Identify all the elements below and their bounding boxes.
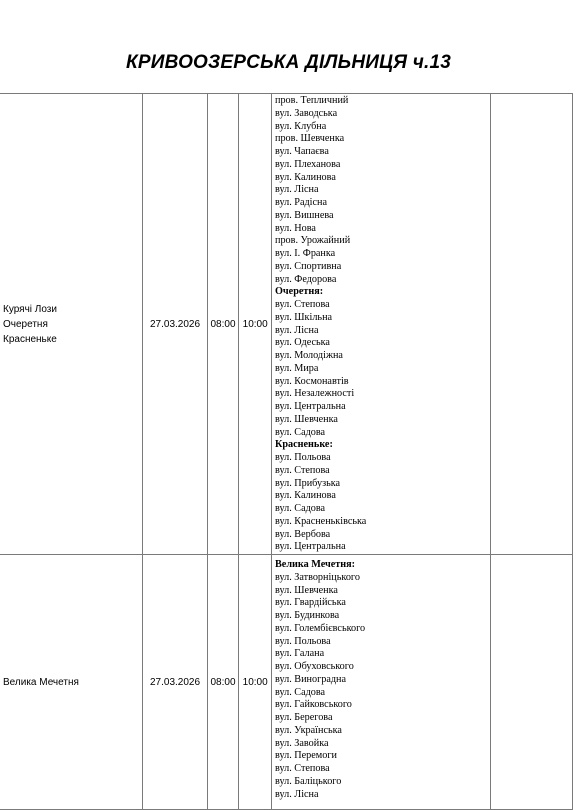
time-from-cell: 08:00 xyxy=(207,555,239,810)
table-row xyxy=(0,94,573,555)
street-list xyxy=(275,95,490,554)
street-item: вул. Центральна xyxy=(275,401,346,412)
village-heading: Велика Мечетня: xyxy=(275,559,356,570)
street-item: вул. Центральна xyxy=(275,541,346,553)
street-item: вул. Прибузька xyxy=(275,477,341,489)
street-item: вул. Шевченка xyxy=(275,413,338,425)
street-list xyxy=(275,559,490,801)
locations-cell xyxy=(0,555,143,810)
street-item: вул. Голембієвського xyxy=(275,622,366,634)
street-item: вул. Степова xyxy=(275,763,330,774)
time-from-cell: 08:00 xyxy=(207,94,239,555)
street-item: вул. Виноградна xyxy=(275,673,347,685)
streets-cell xyxy=(272,94,491,555)
street-item: вул. Берегова xyxy=(275,712,333,723)
village-heading: Красненьке: xyxy=(275,439,333,451)
schedule-table xyxy=(0,93,573,810)
street-item: вул. Заводська xyxy=(275,107,338,119)
street-item: вул. Плеханова xyxy=(275,158,341,170)
street-item: вул. Лісна xyxy=(275,184,319,196)
streets-cell xyxy=(272,555,491,810)
street-item: вул. Клубна xyxy=(275,120,327,132)
street-item: вул. І. Франка xyxy=(275,248,336,259)
empty-cell xyxy=(491,555,573,810)
date-cell: 27.03.2026 xyxy=(143,94,207,555)
street-item: вул. Федорова xyxy=(275,273,337,285)
location-name: Велика Мечетня xyxy=(3,676,79,688)
street-item: вул. Затворніцького xyxy=(275,571,360,583)
street-item: вул. Лісна xyxy=(275,788,319,800)
street-item: вул. Галана xyxy=(275,648,325,660)
schedule-table-body xyxy=(0,94,573,810)
date-cell: 27.03.2026 xyxy=(143,555,207,810)
street-item: вул. Незалежності xyxy=(275,388,355,400)
street-item: вул. Калинова xyxy=(275,171,336,183)
street-item: вул. Вишнева xyxy=(275,209,334,221)
street-item: вул. Польова xyxy=(275,635,331,647)
locations-cell xyxy=(0,94,143,555)
street-item: вул. Шкільна xyxy=(275,311,333,323)
time-to-cell: 10:00 xyxy=(239,94,272,555)
street-item: вул. Польова xyxy=(275,452,331,463)
street-item: вул. Перемоги xyxy=(275,750,337,762)
street-item: вул. Одеська xyxy=(275,337,330,349)
street-item: вул. Нова xyxy=(275,222,316,234)
location-name: Красненьке xyxy=(3,333,57,345)
street-item: вул. Завойка xyxy=(275,737,329,749)
street-item: вул. Баліцького xyxy=(275,775,342,787)
street-item: вул. Красненьківська xyxy=(275,515,367,527)
street-item: вул. Садова xyxy=(275,426,326,438)
street-item: вул. Гайковського xyxy=(275,699,352,711)
street-item: вул. Космонавтів xyxy=(275,375,349,387)
time-to-cell: 10:00 xyxy=(239,555,272,810)
street-item: пров. Тепличний xyxy=(275,95,349,106)
street-item: пров. Урожайний xyxy=(275,235,351,247)
street-item: вул. Українська xyxy=(275,724,342,736)
street-item: вул. Спортивна xyxy=(275,260,342,272)
street-item: вул. Садова xyxy=(275,686,326,698)
page-title: КРИВООЗЕРСЬКА ДІЛЬНИЦЯ ч.13 xyxy=(126,52,451,73)
street-item: вул. Садова xyxy=(275,503,326,514)
street-item: вул. Будинкова xyxy=(275,610,340,621)
table-row xyxy=(0,555,573,810)
street-item: вул. Мира xyxy=(275,362,319,374)
street-item: вул. Вербова xyxy=(275,528,331,540)
street-item: вул. Гвардійська xyxy=(275,597,346,609)
street-item: вул. Радісна xyxy=(275,197,327,208)
street-item: вул. Степова xyxy=(275,299,330,310)
street-item: вул. Молодіжна xyxy=(275,350,343,361)
location-name: Курячі Лози xyxy=(3,303,57,315)
empty-cell xyxy=(491,94,573,555)
street-item: пров. Шевченка xyxy=(275,133,345,145)
street-item: вул. Степова xyxy=(275,464,330,476)
street-item: вул. Лісна xyxy=(275,324,319,336)
street-item: вул. Чапаєва xyxy=(275,146,329,157)
street-item: вул. Обуховського xyxy=(275,661,354,672)
village-heading: Очеретня: xyxy=(275,286,324,298)
street-item: вул. Шевченка xyxy=(275,584,338,596)
location-name: Очеретня xyxy=(3,318,48,330)
street-item: вул. Калинова xyxy=(275,490,336,502)
